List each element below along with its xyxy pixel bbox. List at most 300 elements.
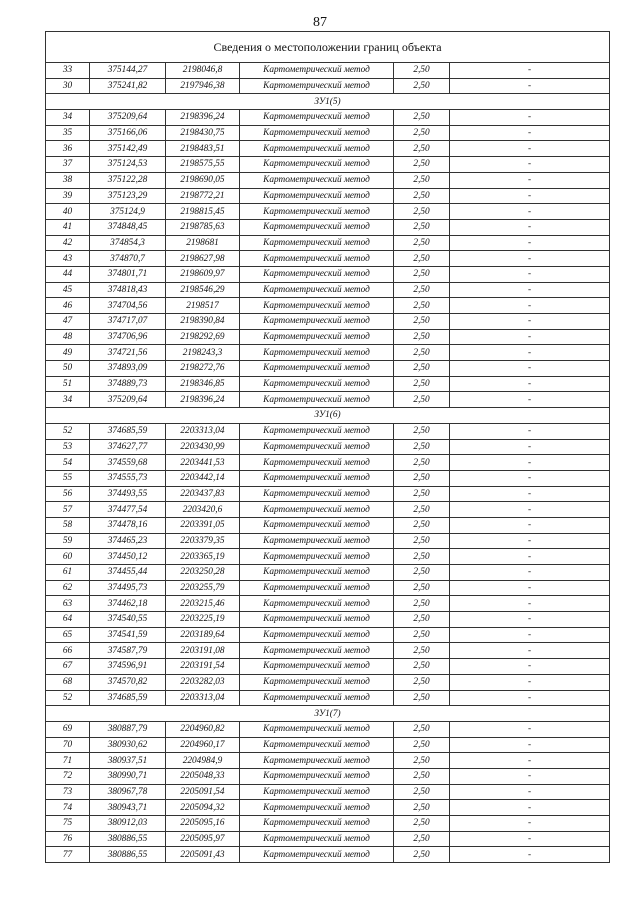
- accuracy-cell: 2,50: [394, 470, 450, 486]
- coordinate-x-cell: 374477,54: [90, 502, 166, 518]
- point-number-cell: 74: [46, 800, 90, 816]
- accuracy-cell: 2,50: [394, 125, 450, 141]
- table-row: [46, 455, 610, 471]
- note-cell: -: [450, 517, 610, 533]
- coordinate-y-cell: 2198815,45: [166, 204, 240, 220]
- point-number-cell: 34: [46, 392, 90, 408]
- coordinate-x-cell: 374870,7: [90, 251, 166, 267]
- table-row: [46, 282, 610, 298]
- note-cell: -: [450, 659, 610, 675]
- coordinate-x-cell: 374555,73: [90, 470, 166, 486]
- note-cell: -: [450, 753, 610, 769]
- accuracy-cell: 2,50: [394, 392, 450, 408]
- coordinate-y-cell: 2198772,21: [166, 188, 240, 204]
- table-row: [46, 674, 610, 690]
- method-cell: Картометрический метод: [240, 329, 394, 345]
- table-row: [46, 63, 610, 79]
- method-cell: Картометрический метод: [240, 110, 394, 126]
- coordinate-x-cell: 374893,09: [90, 361, 166, 377]
- note-cell: -: [450, 219, 610, 235]
- accuracy-cell: 2,50: [394, 502, 450, 518]
- coordinate-x-cell: 374717,07: [90, 314, 166, 330]
- table-row: [46, 549, 610, 565]
- coordinate-y-cell: 2204960,17: [166, 737, 240, 753]
- note-cell: -: [450, 580, 610, 596]
- table-row: [46, 565, 610, 581]
- coordinate-y-cell: 2198046,8: [166, 63, 240, 79]
- method-cell: Картометрический метод: [240, 157, 394, 173]
- table-title: Сведения о местоположении границ объекта: [46, 32, 610, 63]
- coordinate-y-cell: 2198430,75: [166, 125, 240, 141]
- method-cell: Картометрический метод: [240, 455, 394, 471]
- accuracy-cell: 2,50: [394, 439, 450, 455]
- coordinate-y-cell: 2203430,99: [166, 439, 240, 455]
- page-number: 87: [313, 15, 327, 30]
- point-number-cell: 64: [46, 612, 90, 628]
- point-number-cell: 73: [46, 784, 90, 800]
- table-row: [46, 266, 610, 282]
- note-cell: -: [450, 188, 610, 204]
- method-cell: Картометрический метод: [240, 816, 394, 832]
- coordinate-x-cell: 374570,82: [90, 674, 166, 690]
- accuracy-cell: 2,50: [394, 376, 450, 392]
- method-cell: Картометрический метод: [240, 376, 394, 392]
- coordinate-y-cell: 2198627,98: [166, 251, 240, 267]
- accuracy-cell: 2,50: [394, 266, 450, 282]
- table-row: [46, 737, 610, 753]
- point-number-cell: 55: [46, 470, 90, 486]
- coordinate-y-cell: 2197946,38: [166, 78, 240, 94]
- coordinate-x-cell: 374889,73: [90, 376, 166, 392]
- table-row: [46, 800, 610, 816]
- note-cell: -: [450, 831, 610, 847]
- accuracy-cell: 2,50: [394, 580, 450, 596]
- coordinate-x-cell: 374455,44: [90, 565, 166, 581]
- table-row: [46, 157, 610, 173]
- coordinate-y-cell: 2205048,33: [166, 768, 240, 784]
- coordinate-y-cell: 2198785,63: [166, 219, 240, 235]
- accuracy-cell: 2,50: [394, 533, 450, 549]
- coordinate-x-cell: 375209,64: [90, 392, 166, 408]
- table-row: [46, 784, 610, 800]
- accuracy-cell: 2,50: [394, 314, 450, 330]
- point-number-cell: 60: [46, 549, 90, 565]
- coordinate-x-cell: 375123,29: [90, 188, 166, 204]
- point-number-cell: 71: [46, 753, 90, 769]
- point-number-cell: 35: [46, 125, 90, 141]
- note-cell: -: [450, 172, 610, 188]
- coordinate-y-cell: 2205091,43: [166, 847, 240, 863]
- note-cell: -: [450, 125, 610, 141]
- method-cell: Картометрический метод: [240, 439, 394, 455]
- coordinate-x-cell: 380912,03: [90, 816, 166, 832]
- accuracy-cell: 2,50: [394, 423, 450, 439]
- table-row: [46, 470, 610, 486]
- coordinate-y-cell: 2198681: [166, 235, 240, 251]
- note-cell: -: [450, 157, 610, 173]
- method-cell: Картометрический метод: [240, 423, 394, 439]
- table-row: [46, 659, 610, 675]
- coordinate-y-cell: 2198483,51: [166, 141, 240, 157]
- point-number-cell: 44: [46, 266, 90, 282]
- coordinate-x-cell: 374478,16: [90, 517, 166, 533]
- point-number-cell: 56: [46, 486, 90, 502]
- note-cell: -: [450, 643, 610, 659]
- coordinate-y-cell: 2198292,69: [166, 329, 240, 345]
- accuracy-cell: 2,50: [394, 329, 450, 345]
- method-cell: Картометрический метод: [240, 204, 394, 220]
- table-body: [46, 32, 610, 863]
- table-row: [46, 816, 610, 832]
- coordinate-y-cell: 2203215,46: [166, 596, 240, 612]
- table-row: [46, 141, 610, 157]
- coordinate-x-cell: 374493,55: [90, 486, 166, 502]
- method-cell: Картометрический метод: [240, 141, 394, 157]
- table-row: [46, 172, 610, 188]
- accuracy-cell: 2,50: [394, 63, 450, 79]
- accuracy-cell: 2,50: [394, 816, 450, 832]
- point-number-cell: 48: [46, 329, 90, 345]
- point-number-cell: 69: [46, 721, 90, 737]
- coordinate-y-cell: 2203313,04: [166, 423, 240, 439]
- accuracy-cell: 2,50: [394, 721, 450, 737]
- table-row: [46, 517, 610, 533]
- boundary-coordinates-table: [45, 31, 610, 863]
- accuracy-cell: 2,50: [394, 643, 450, 659]
- note-cell: -: [450, 816, 610, 832]
- point-number-cell: 33: [46, 63, 90, 79]
- accuracy-cell: 2,50: [394, 219, 450, 235]
- note-cell: -: [450, 439, 610, 455]
- method-cell: Картометрический метод: [240, 533, 394, 549]
- point-number-cell: 46: [46, 298, 90, 314]
- point-number-cell: 52: [46, 690, 90, 706]
- accuracy-cell: 2,50: [394, 831, 450, 847]
- note-cell: -: [450, 533, 610, 549]
- note-cell: -: [450, 549, 610, 565]
- point-number-cell: 63: [46, 596, 90, 612]
- accuracy-cell: 2,50: [394, 659, 450, 675]
- method-cell: Картометрический метод: [240, 753, 394, 769]
- point-number-cell: 67: [46, 659, 90, 675]
- section-header-row: [46, 94, 610, 110]
- table-row: [46, 110, 610, 126]
- coordinate-x-cell: 380887,79: [90, 721, 166, 737]
- note-cell: -: [450, 298, 610, 314]
- coordinate-x-cell: 374596,91: [90, 659, 166, 675]
- note-cell: -: [450, 376, 610, 392]
- coordinate-x-cell: 374704,56: [90, 298, 166, 314]
- method-cell: Картометрический метод: [240, 63, 394, 79]
- accuracy-cell: 2,50: [394, 78, 450, 94]
- method-cell: Картометрический метод: [240, 172, 394, 188]
- coordinate-x-cell: 380886,55: [90, 847, 166, 863]
- coordinate-y-cell: 2203282,03: [166, 674, 240, 690]
- accuracy-cell: 2,50: [394, 753, 450, 769]
- table-row: [46, 423, 610, 439]
- section-header-row: [46, 408, 610, 424]
- coordinate-y-cell: 2198546,29: [166, 282, 240, 298]
- note-cell: -: [450, 721, 610, 737]
- table-row: [46, 643, 610, 659]
- point-number-cell: 77: [46, 847, 90, 863]
- note-cell: -: [450, 674, 610, 690]
- accuracy-cell: 2,50: [394, 800, 450, 816]
- coordinate-x-cell: 375122,28: [90, 172, 166, 188]
- method-cell: Картометрический метод: [240, 345, 394, 361]
- method-cell: Картометрический метод: [240, 565, 394, 581]
- coordinate-x-cell: 380937,51: [90, 753, 166, 769]
- point-number-cell: 59: [46, 533, 90, 549]
- point-number-cell: 68: [46, 674, 90, 690]
- accuracy-cell: 2,50: [394, 549, 450, 565]
- coordinate-y-cell: 2198609,97: [166, 266, 240, 282]
- coordinate-y-cell: 2203189,64: [166, 627, 240, 643]
- accuracy-cell: 2,50: [394, 282, 450, 298]
- coordinate-x-cell: 374818,43: [90, 282, 166, 298]
- method-cell: Картометрический метод: [240, 361, 394, 377]
- coordinate-x-cell: 374721,56: [90, 345, 166, 361]
- table-row: [46, 204, 610, 220]
- method-cell: Картометрический метод: [240, 314, 394, 330]
- section-label: ЗУ1(5): [46, 94, 610, 110]
- point-number-cell: 75: [46, 816, 90, 832]
- accuracy-cell: 2,50: [394, 847, 450, 863]
- note-cell: -: [450, 768, 610, 784]
- note-cell: -: [450, 251, 610, 267]
- note-cell: -: [450, 800, 610, 816]
- point-number-cell: 50: [46, 361, 90, 377]
- point-number-cell: 66: [46, 643, 90, 659]
- table-row: [46, 612, 610, 628]
- method-cell: Картометрический метод: [240, 392, 394, 408]
- note-cell: -: [450, 361, 610, 377]
- note-cell: -: [450, 63, 610, 79]
- note-cell: -: [450, 110, 610, 126]
- note-cell: -: [450, 596, 610, 612]
- table-row: [46, 219, 610, 235]
- table-row: [46, 753, 610, 769]
- note-cell: -: [450, 329, 610, 345]
- accuracy-cell: 2,50: [394, 204, 450, 220]
- accuracy-cell: 2,50: [394, 690, 450, 706]
- note-cell: -: [450, 565, 610, 581]
- point-number-cell: 72: [46, 768, 90, 784]
- method-cell: Картометрический метод: [240, 643, 394, 659]
- note-cell: -: [450, 204, 610, 220]
- table-row: [46, 831, 610, 847]
- method-cell: Картометрический метод: [240, 549, 394, 565]
- accuracy-cell: 2,50: [394, 345, 450, 361]
- method-cell: Картометрический метод: [240, 784, 394, 800]
- note-cell: -: [450, 141, 610, 157]
- coordinate-y-cell: 2203255,79: [166, 580, 240, 596]
- point-number-cell: 43: [46, 251, 90, 267]
- coordinate-y-cell: 2205094,32: [166, 800, 240, 816]
- table-row: [46, 690, 610, 706]
- coordinate-y-cell: 2203379,35: [166, 533, 240, 549]
- point-number-cell: 47: [46, 314, 90, 330]
- accuracy-cell: 2,50: [394, 627, 450, 643]
- note-cell: -: [450, 627, 610, 643]
- table-row: [46, 125, 610, 141]
- note-cell: -: [450, 847, 610, 863]
- method-cell: Картометрический метод: [240, 486, 394, 502]
- note-cell: -: [450, 314, 610, 330]
- note-cell: -: [450, 470, 610, 486]
- point-number-cell: 39: [46, 188, 90, 204]
- accuracy-cell: 2,50: [394, 298, 450, 314]
- point-number-cell: 49: [46, 345, 90, 361]
- coordinate-y-cell: 2198575,55: [166, 157, 240, 173]
- point-number-cell: 76: [46, 831, 90, 847]
- accuracy-cell: 2,50: [394, 486, 450, 502]
- coordinate-x-cell: 380886,55: [90, 831, 166, 847]
- coordinate-x-cell: 374854,3: [90, 235, 166, 251]
- method-cell: Картометрический метод: [240, 580, 394, 596]
- table-row: [46, 627, 610, 643]
- coordinate-y-cell: 2205095,16: [166, 816, 240, 832]
- table-row: [46, 392, 610, 408]
- coordinate-x-cell: 374540,55: [90, 612, 166, 628]
- coordinate-x-cell: 375142,49: [90, 141, 166, 157]
- coordinate-x-cell: 374627,77: [90, 439, 166, 455]
- method-cell: Картометрический метод: [240, 831, 394, 847]
- accuracy-cell: 2,50: [394, 612, 450, 628]
- coordinate-x-cell: 375124,53: [90, 157, 166, 173]
- table-row: [46, 235, 610, 251]
- note-cell: -: [450, 282, 610, 298]
- method-cell: Картометрический метод: [240, 612, 394, 628]
- coordinate-y-cell: 2203225,19: [166, 612, 240, 628]
- note-cell: -: [450, 784, 610, 800]
- coordinate-y-cell: 2198390,84: [166, 314, 240, 330]
- note-cell: -: [450, 486, 610, 502]
- point-number-cell: 58: [46, 517, 90, 533]
- note-cell: -: [450, 266, 610, 282]
- accuracy-cell: 2,50: [394, 737, 450, 753]
- coordinate-y-cell: 2203437,83: [166, 486, 240, 502]
- accuracy-cell: 2,50: [394, 517, 450, 533]
- coordinate-x-cell: 380990,71: [90, 768, 166, 784]
- coordinate-x-cell: 375241,82: [90, 78, 166, 94]
- coordinate-x-cell: 375166,06: [90, 125, 166, 141]
- section-label: ЗУ1(7): [46, 706, 610, 722]
- method-cell: Картометрический метод: [240, 721, 394, 737]
- accuracy-cell: 2,50: [394, 565, 450, 581]
- note-cell: -: [450, 612, 610, 628]
- accuracy-cell: 2,50: [394, 455, 450, 471]
- point-number-cell: 54: [46, 455, 90, 471]
- method-cell: Картометрический метод: [240, 768, 394, 784]
- note-cell: -: [450, 690, 610, 706]
- coordinate-y-cell: 2203250,28: [166, 565, 240, 581]
- coordinate-x-cell: 374587,79: [90, 643, 166, 659]
- accuracy-cell: 2,50: [394, 784, 450, 800]
- table-row: [46, 314, 610, 330]
- method-cell: Картометрический метод: [240, 282, 394, 298]
- point-number-cell: 61: [46, 565, 90, 581]
- coordinate-y-cell: 2204984,9: [166, 753, 240, 769]
- method-cell: Картометрический метод: [240, 266, 394, 282]
- point-number-cell: 34: [46, 110, 90, 126]
- table-row: [46, 533, 610, 549]
- note-cell: -: [450, 423, 610, 439]
- coordinate-x-cell: 374495,73: [90, 580, 166, 596]
- accuracy-cell: 2,50: [394, 768, 450, 784]
- table-row: [46, 768, 610, 784]
- note-cell: -: [450, 235, 610, 251]
- note-cell: -: [450, 502, 610, 518]
- table-row: [46, 580, 610, 596]
- method-cell: Картометрический метод: [240, 674, 394, 690]
- coordinate-x-cell: 380943,71: [90, 800, 166, 816]
- point-number-cell: 38: [46, 172, 90, 188]
- point-number-cell: 52: [46, 423, 90, 439]
- table-row: [46, 345, 610, 361]
- table-header-row: [46, 32, 610, 63]
- coordinate-y-cell: 2198272,76: [166, 361, 240, 377]
- method-cell: Картометрический метод: [240, 847, 394, 863]
- coordinate-y-cell: 2204960,82: [166, 721, 240, 737]
- table-row: [46, 439, 610, 455]
- coordinate-y-cell: 2203365,19: [166, 549, 240, 565]
- coordinate-y-cell: 2203313,04: [166, 690, 240, 706]
- coordinate-y-cell: 2203420,6: [166, 502, 240, 518]
- coordinate-x-cell: 375124,9: [90, 204, 166, 220]
- coordinate-y-cell: 2198346,85: [166, 376, 240, 392]
- coordinate-y-cell: 2203191,08: [166, 643, 240, 659]
- table-row: [46, 376, 610, 392]
- coordinate-y-cell: 2198396,24: [166, 110, 240, 126]
- table-row: [46, 596, 610, 612]
- coordinate-x-cell: 374848,45: [90, 219, 166, 235]
- accuracy-cell: 2,50: [394, 141, 450, 157]
- point-number-cell: 65: [46, 627, 90, 643]
- method-cell: Картометрический метод: [240, 737, 394, 753]
- accuracy-cell: 2,50: [394, 361, 450, 377]
- note-cell: -: [450, 78, 610, 94]
- method-cell: Картометрический метод: [240, 659, 394, 675]
- point-number-cell: 36: [46, 141, 90, 157]
- coordinate-x-cell: 374685,59: [90, 690, 166, 706]
- point-number-cell: 45: [46, 282, 90, 298]
- note-cell: -: [450, 345, 610, 361]
- method-cell: Картометрический метод: [240, 251, 394, 267]
- point-number-cell: 30: [46, 78, 90, 94]
- point-number-cell: 53: [46, 439, 90, 455]
- coordinate-y-cell: 2203441,53: [166, 455, 240, 471]
- note-cell: -: [450, 392, 610, 408]
- coordinate-y-cell: 2205091,54: [166, 784, 240, 800]
- coordinate-x-cell: 375209,64: [90, 110, 166, 126]
- point-number-cell: 57: [46, 502, 90, 518]
- coordinate-x-cell: 374450,12: [90, 549, 166, 565]
- method-cell: Картометрический метод: [240, 517, 394, 533]
- method-cell: Картометрический метод: [240, 596, 394, 612]
- method-cell: Картометрический метод: [240, 690, 394, 706]
- method-cell: Картометрический метод: [240, 188, 394, 204]
- accuracy-cell: 2,50: [394, 172, 450, 188]
- coordinate-x-cell: 375144,27: [90, 63, 166, 79]
- accuracy-cell: 2,50: [394, 157, 450, 173]
- coordinate-y-cell: 2198243,3: [166, 345, 240, 361]
- method-cell: Картометрический метод: [240, 470, 394, 486]
- accuracy-cell: 2,50: [394, 235, 450, 251]
- section-header-row: [46, 706, 610, 722]
- method-cell: Картометрический метод: [240, 78, 394, 94]
- point-number-cell: 41: [46, 219, 90, 235]
